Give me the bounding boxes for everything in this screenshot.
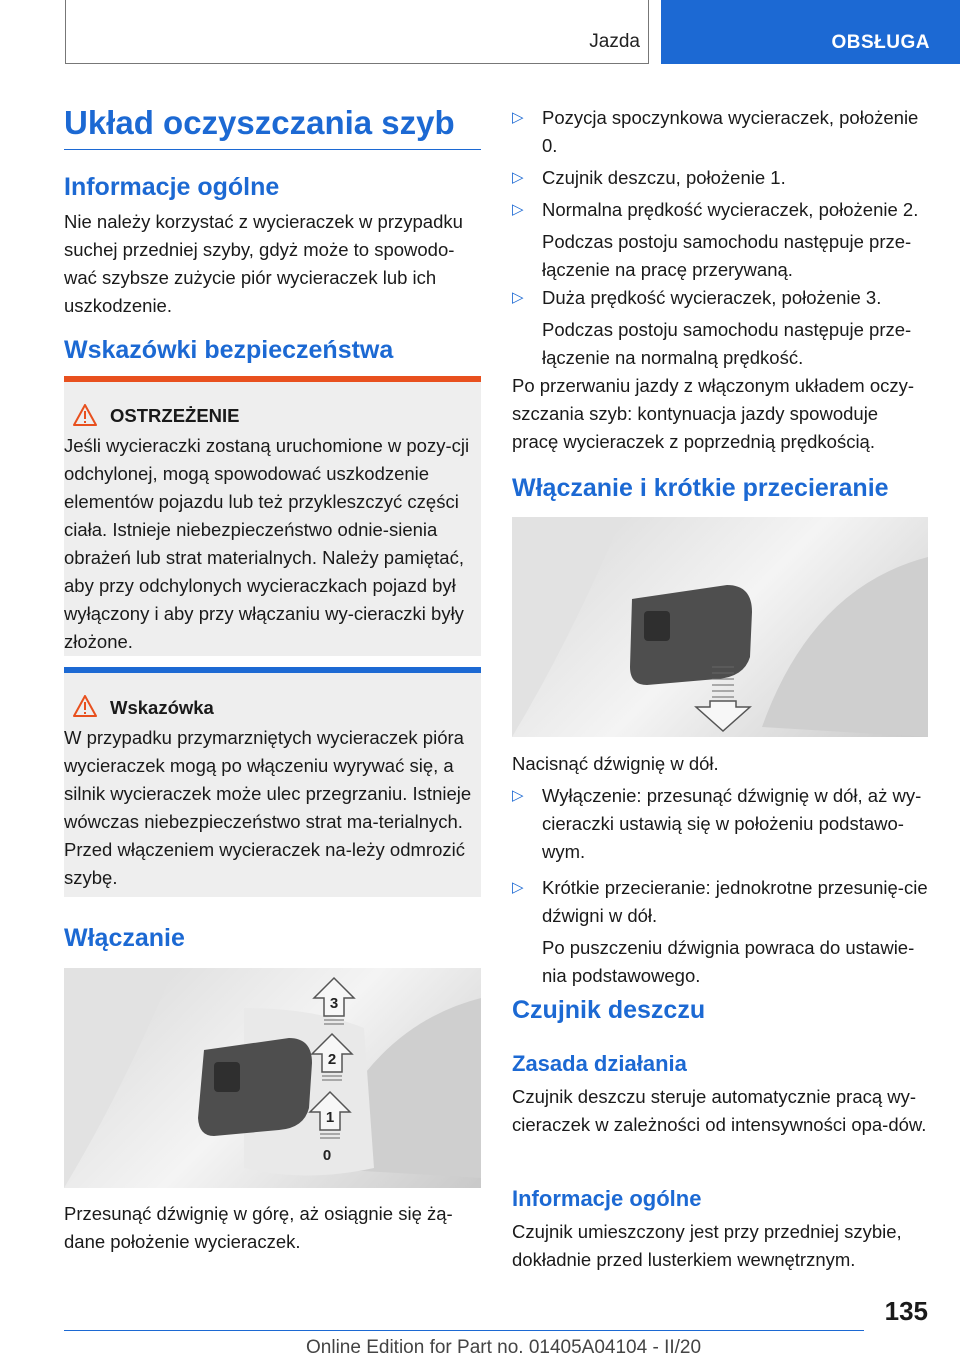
header-chapter-title: OBSŁUGA [831,32,930,53]
title-rule [64,149,481,150]
brief-item-text: Krótkie przecieranie: jednokrotne przesunię-cie dźwigni w dół. [542,877,928,926]
note-text: W przypadku przymarzniętych wycieraczek pióra wycieraczek mogą po włączeniu wyrywać się, a silnik wycieraczek może ulec przegrzaniu. Istnieje wówczas niebezpieczeństwo strat ma-terialnych. Przed włączeniem wycieraczek na-leży odmrozić szybę. [64,727,472,888]
principle-text: Czujnik deszczu steruje automatycznie pracą wy-cieraczek w zależności od intensywności opa-dów. [512,1086,927,1135]
page-title: Układ oczyszczania szyb [64,104,455,141]
header-section-title: Jazda [589,31,640,52]
brief-wipe-illustration [512,517,928,737]
footer-rule [64,1330,864,1331]
brief-item-subtext: Po puszczeniu dźwignia powraca do ustawie-nia podstawowego. [542,937,915,986]
rain-sensor-heading: Czujnik deszczu [512,996,706,1024]
press-text: Nacisnąć dźwignię w dół. [512,753,719,774]
header-chapter-tab [661,0,960,64]
position-item-subtext: Podczas postoju samochodu następuje prze-łączenie na normalną prędkość. [542,319,912,368]
warning-box [64,376,481,656]
brief-wipe-figure [512,517,928,737]
bullet-triangle-icon: ▷ [512,169,524,186]
safety-heading: Wskazówki bezpieczeństwa [64,336,394,364]
page-number: 135 [884,1296,928,1326]
rain-general-text: Czujnik umieszczony jest przy przedniej szybie, dokładnie przed lusterkiem wewnętrznym. [512,1221,902,1270]
general-info-text: Nie należy korzystać z wycieraczek w przypadku suchej przedniej szyby, gdyż może to spowodo-wać szybsze zużycie piór wycieraczek lub ich uszkodzenie. [64,211,463,316]
brief-list [512,782,928,986]
note-title: Wskazówka [110,697,214,718]
bullet-triangle-icon: ▷ [512,109,524,126]
position-item-text: Pozycja spoczynkowa wycieraczek, położenie 0. [542,107,919,156]
warning-triangle-icon [73,404,97,426]
note-triangle-icon [73,695,97,717]
warning-bar [64,376,481,382]
footer-edition: Online Edition for Part no. 01405A04104 - II/20 [306,1337,702,1358]
bullet-triangle-icon: ▷ [512,201,524,218]
position-list [512,104,928,368]
header-section-box [65,0,649,64]
position-item-text: Czujnik deszczu, położenie 1. [542,167,786,188]
position-item-text: Normalna prędkość wycieraczek, położenie 2. [542,199,919,220]
warning-text: Jeśli wycieraczki zostaną uruchomione w pozy-cji odchylonej, mogą spowodować uszkodzenie elementów pojazdu lub też przykleszczyć części ciała. Istnieje niebezpieczeństwo odnie-sienia obrażeń lub strat materialnych. Należy pamiętać, aby przy odchylonych wycieraczkach pojazd był wyłączony i aby przy włączaniu wy-cieraczki były złożone. [64,435,470,652]
brief-item-text: Wyłączenie: przesunąć dźwignię w dół, aż wy-cieraczki ustawią się w położeniu podstawo-wym. [542,785,922,862]
figure-label-2: 2 [327,1051,337,1068]
figure-label-3: 3 [329,995,339,1012]
note-bar [64,667,481,673]
bullet-triangle-icon: ▷ [512,879,524,896]
position-item-subtext: Podczas postoju samochodu następuje prze-łączenie na pracę przerywaną. [542,231,912,280]
principle-heading: Zasada działania [512,1051,687,1076]
general-info-heading: Informacje ogólne [64,173,280,201]
note-box [64,667,481,897]
bullet-triangle-icon: ▷ [512,289,524,306]
switch-on-heading: Włączanie [64,924,185,952]
wiper-lever-illustration [64,968,481,1188]
figure-label-0: 0 [322,1147,332,1164]
warning-title: OSTRZEŻENIE [110,405,240,426]
figure-label-1: 1 [325,1109,335,1126]
wiper-lever-figure [64,968,481,1188]
rain-general-heading: Informacje ogólne [512,1186,702,1211]
brief-wipe-heading: Włączanie i krótkie przecieranie [512,474,889,502]
interruption-text: Po przerwaniu jazdy z włączonym układem oczy-szczania szyb: kontynuacja jazdy spowoduje pracę wycieraczek z poprzednią prędkością. [512,375,915,452]
position-item-text: Duża prędkość wycieraczek, położenie 3. [542,287,882,308]
bullet-triangle-icon: ▷ [512,787,524,804]
switch-on-text: Przesunąć dźwignię w górę, aż osiągnie się żą-dane położenie wycieraczek. [64,1203,453,1252]
